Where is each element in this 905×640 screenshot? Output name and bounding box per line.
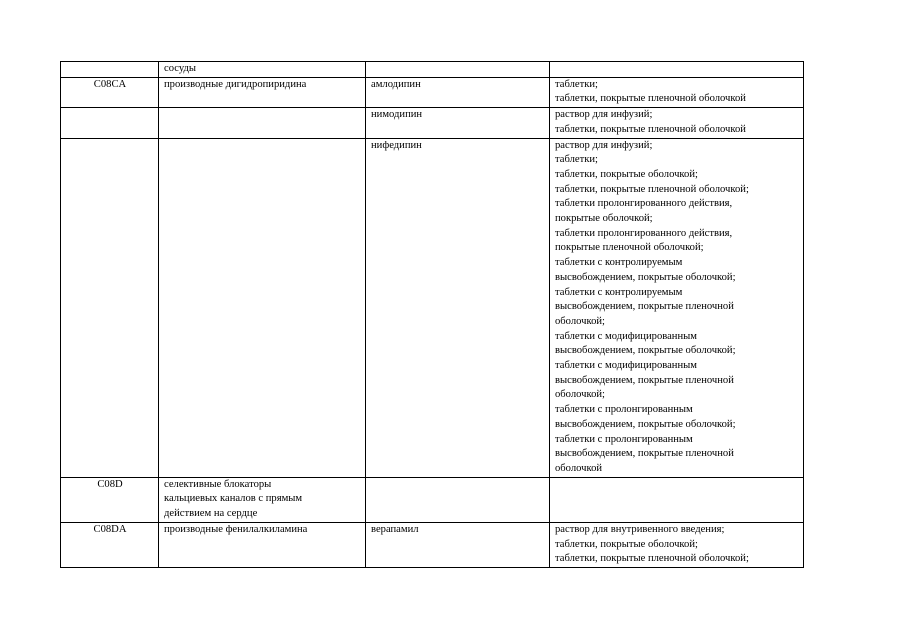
group-name-cell: производные дигидропиридина — [159, 77, 366, 107]
group-name-cell — [159, 138, 366, 477]
drug-name-cell: амлодипин — [366, 77, 550, 107]
dosage-forms-cell: раствор для инфузий; таблетки; таблетки, покрытые оболочкой; таблетки, покрытые пленочной оболочкой; таблетки пролонгированного действия, покрытые оболочкой; таблетки пролонгированного действия, покрытые пленочной оболочкой; таблетки с контролируемым высвобождением, покрытые оболочкой; таблетки с контролируемым высвобождением, покрытые пленочной оболочкой; таблетки с модифицированным высвобождением, покрытые оболочкой; таблетки с модифицированным высвобождением, покрытые пленочной оболочкой; таблетки с пролонгированным высвобождением, покрытые оболочкой; таблетки с пролонгированным высвобождением, покрытые пленочной оболочкой — [550, 138, 804, 477]
table-row — [61, 477, 804, 522]
table-row — [61, 108, 804, 138]
group-name-cell: селективные блокаторы кальциевых каналов с прямым действием на сердце — [159, 477, 366, 522]
dosage-forms-cell — [550, 477, 804, 522]
drug-name-cell: нифедипин — [366, 138, 550, 477]
atc-code-cell — [61, 138, 159, 477]
drug-name-cell — [366, 62, 550, 78]
atc-code-cell — [61, 108, 159, 138]
group-name-cell: производные фенилалкиламина — [159, 522, 366, 567]
group-name-cell — [159, 108, 366, 138]
dosage-forms-cell: раствор для внутривенного введения; таблетки, покрытые оболочкой; таблетки, покрытые пленочной оболочкой; — [550, 522, 804, 567]
atc-code-cell: C08DA — [61, 522, 159, 567]
table-row — [61, 77, 804, 107]
dosage-forms-cell — [550, 62, 804, 78]
drug-classification-table — [60, 61, 804, 568]
table-row — [61, 138, 804, 477]
group-name-cell: сосуды — [159, 62, 366, 78]
table-row — [61, 62, 804, 78]
drug-name-cell — [366, 477, 550, 522]
atc-code-cell: C08D — [61, 477, 159, 522]
atc-code-cell: C08CA — [61, 77, 159, 107]
drug-name-cell: верапамил — [366, 522, 550, 567]
dosage-forms-cell: раствор для инфузий; таблетки, покрытые пленочной оболочкой — [550, 108, 804, 138]
dosage-forms-cell: таблетки; таблетки, покрытые пленочной оболочкой — [550, 77, 804, 107]
drug-name-cell: нимодипин — [366, 108, 550, 138]
atc-code-cell — [61, 62, 159, 78]
table-row — [61, 522, 804, 567]
